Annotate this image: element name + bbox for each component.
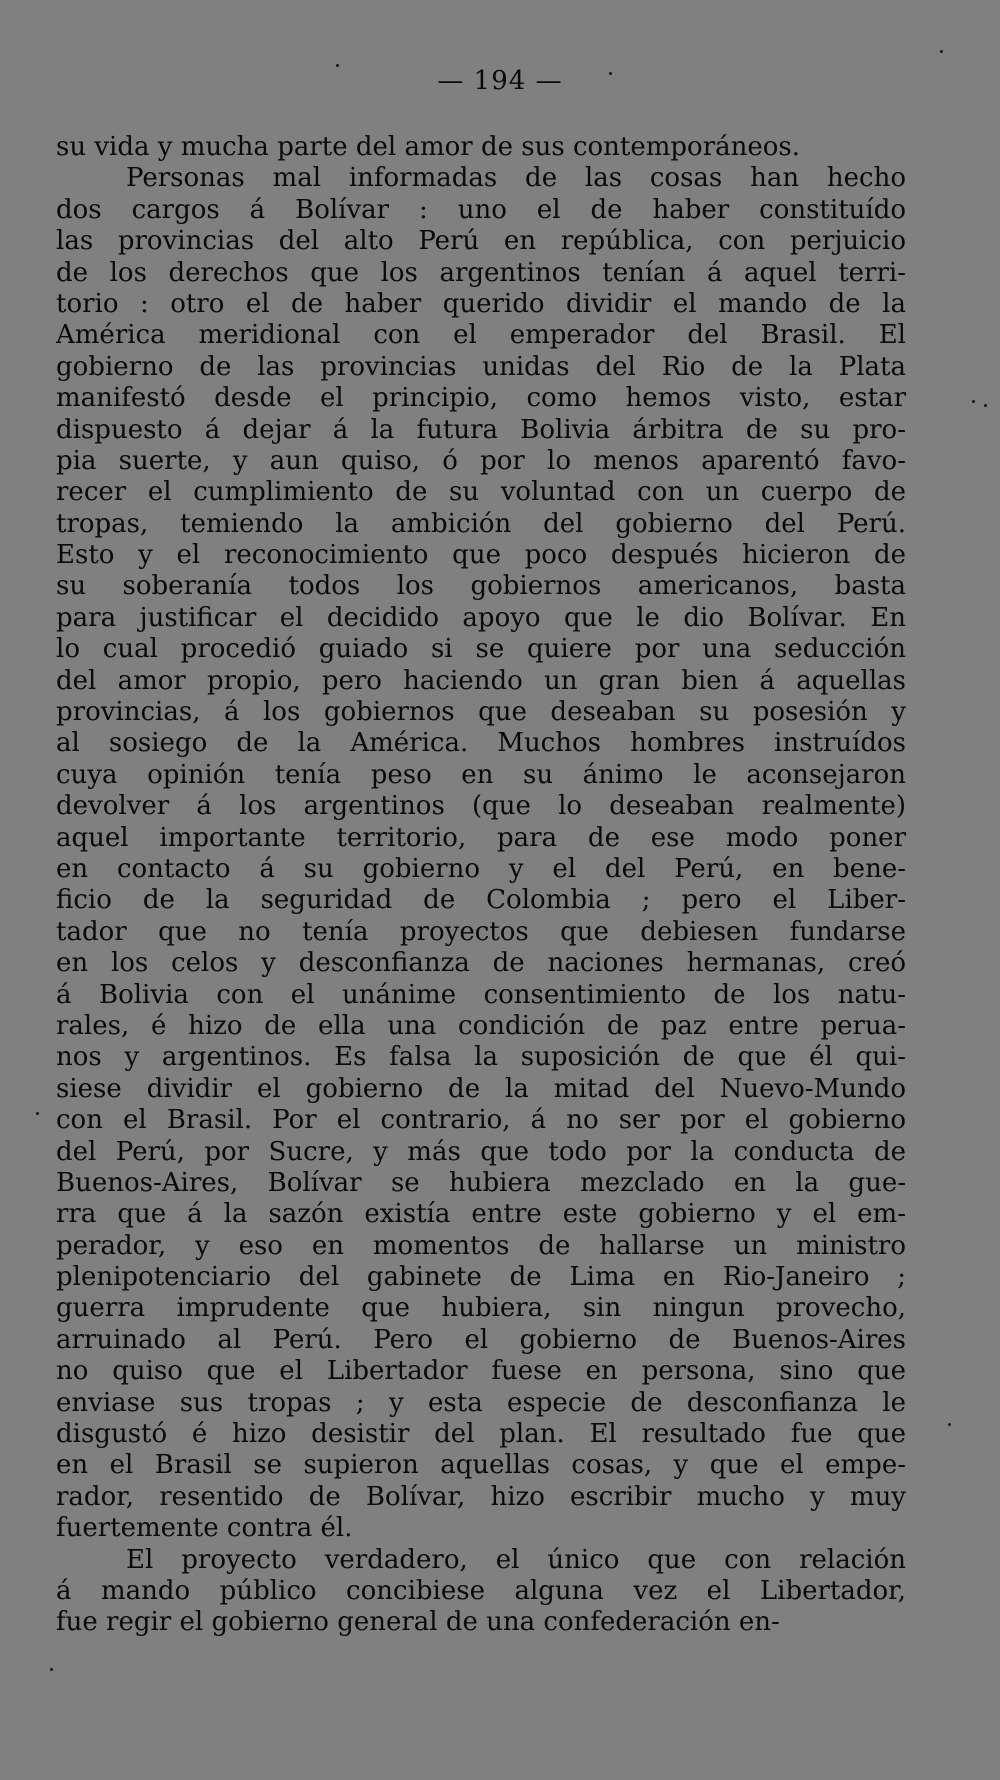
text-line: en los celos y desconfianza de naciones hermanas, creó	[56, 948, 906, 979]
print-speck	[984, 404, 987, 407]
text-line: guerra imprudente que hubiera, sin ningun provecho,	[56, 1293, 906, 1324]
text-line: fue regir el gobierno general de una confederación en-	[56, 1607, 780, 1638]
text-line: recer el cumplimiento de su voluntad con un cuerpo de	[56, 477, 906, 508]
text-line: de los derechos que los argentinos tenían á aquel terri-	[56, 257, 906, 288]
print-speck	[948, 1423, 951, 1426]
text-line: manifestó desde el principio, como hemos visto, estar	[56, 383, 906, 414]
text-line: El proyecto verdadero, el único que con relación	[126, 1544, 906, 1575]
print-speck	[50, 1668, 53, 1671]
text-line: Personas mal informadas de las cosas han hecho	[126, 163, 906, 194]
text-line: devolver á los argentinos (que lo deseaban realmente)	[56, 791, 906, 822]
text-line: Esto y el reconocimiento que poco después hicieron de	[56, 540, 906, 571]
text-line: en el Brasil se supieron aquellas cosas, y que el empe-	[56, 1450, 906, 1481]
page-number: — 194 —	[437, 66, 563, 96]
text-line: América meridional con el emperador del Brasil. El	[56, 320, 906, 351]
text-line: á Bolivia con el unánime consentimiento de los natu-	[56, 979, 906, 1010]
text-line: gobierno de las provincias unidas del Rio de la Plata	[56, 351, 906, 382]
text-line: aquel importante territorio, para de ese modo poner	[56, 822, 906, 853]
text-line: siese dividir el gobierno de la mitad del Nuevo-Mundo	[56, 1073, 906, 1104]
text-line: en contacto á su gobierno y el del Perú, en bene-	[56, 853, 906, 884]
text-line: provincias, á los gobiernos que deseaban su posesión y	[56, 697, 906, 728]
print-speck	[336, 64, 339, 67]
text-line: del Perú, por Sucre, y más que todo por la conducta de	[56, 1136, 906, 1167]
text-line: lo cual procedió guiado si se quiere por una seducción	[56, 634, 906, 665]
text-line: rador, resentido de Bolívar, hizo escribir mucho y muy	[56, 1481, 906, 1512]
print-speck	[940, 50, 943, 53]
text-line: ficio de la seguridad de Colombia ; pero el Liber-	[56, 885, 906, 916]
text-line: del amor propio, pero haciendo un gran bien á aquellas	[56, 665, 906, 696]
text-line: fuertemente contra él.	[56, 1513, 353, 1544]
text-line: tador que no tenía proyectos que debiesen fundarse	[56, 916, 906, 947]
text-line: cuya opinión tenía peso en su ánimo le aconsejaron	[56, 759, 906, 790]
text-line: su vida y mucha parte del amor de sus contemporáneos.	[56, 132, 801, 162]
text-line: con el Brasil. Por el contrario, á no ser por el gobierno	[56, 1105, 906, 1136]
text-line: tropas, temiendo la ambición del gobierno del Perú.	[56, 508, 906, 539]
text-line: rales, é hizo de ella una condición de paz entre perua-	[56, 1010, 906, 1041]
text-line: no quiso que el Libertador fuese en persona, sino que	[56, 1356, 906, 1387]
text-line: su soberanía todos los gobiernos americanos, basta	[56, 571, 906, 602]
text-line: nos y argentinos. Es falsa la suposición de que él qui-	[56, 1042, 906, 1073]
text-line: enviase sus tropas ; y esta especie de desconfianza le	[56, 1387, 906, 1418]
text-line: plenipotenciario del gabinete de Lima en Rio-Janeiro ;	[56, 1262, 906, 1293]
text-line: pia suerte, y aun quiso, ó por lo menos aparentó favo-	[56, 445, 906, 476]
text-line: dos cargos á Bolívar : uno el de haber constituído	[56, 194, 906, 225]
text-line: á mando público concibiese alguna vez el Libertador,	[56, 1575, 906, 1606]
text-line: disgustó é hizo desistir del plan. El resultado fue que	[56, 1419, 906, 1450]
text-line: las provincias del alto Perú en república, con perjuicio	[56, 226, 906, 257]
text-line: para justificar el decidido apoyo que le dio Bolívar. En	[56, 602, 906, 633]
text-line: rra que á la sazón existía entre este gobierno y el em-	[56, 1199, 906, 1230]
print-speck	[609, 72, 612, 75]
text-line: perador, y eso en momentos de hallarse un ministro	[56, 1230, 906, 1261]
text-line: torio : otro el de haber querido dividir el mando de la	[56, 288, 906, 319]
print-speck	[36, 1112, 39, 1115]
text-line: dispuesto á dejar á la futura Bolivia árbitra de su pro-	[56, 414, 906, 445]
text-line: Buenos-Aires, Bolívar se hubiera mezclado en la gue-	[56, 1167, 906, 1198]
print-speck	[972, 400, 975, 403]
body-text	[56, 132, 906, 1639]
text-line: arruinado al Perú. Pero el gobierno de Buenos-Aires	[56, 1324, 906, 1355]
text-line: al sosiego de la América. Muchos hombres instruídos	[56, 728, 906, 759]
